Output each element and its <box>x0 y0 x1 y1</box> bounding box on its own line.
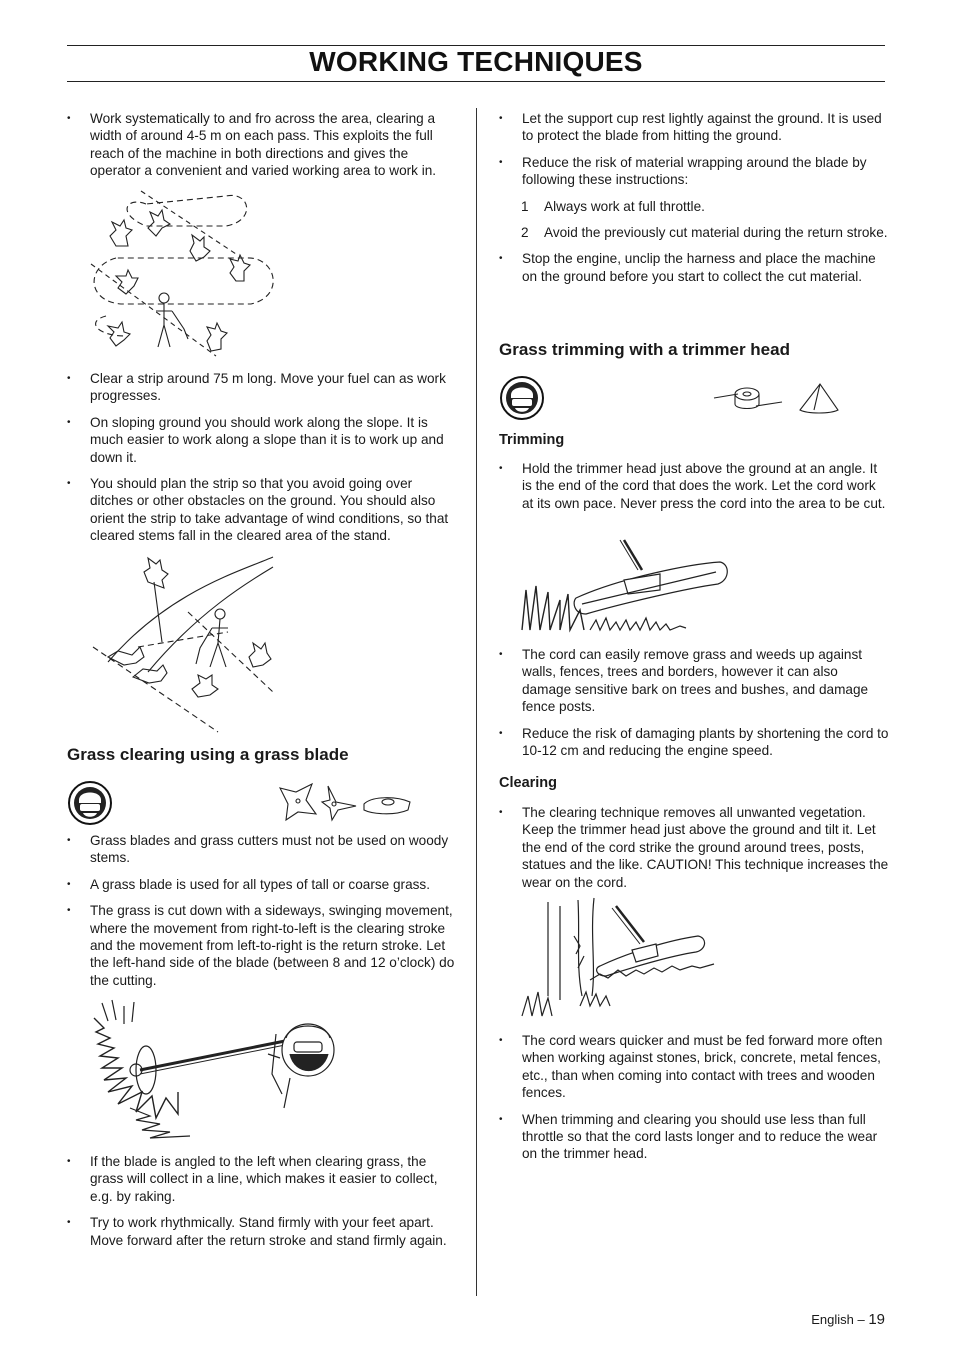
left-bullets-c <box>67 832 459 998</box>
grass-blade-swing-illustration <box>90 998 340 1143</box>
footer-dash: – <box>857 1312 865 1327</box>
header-bottom-rule <box>67 81 885 82</box>
item-text: Avoid the previously cut material during the return stroke. <box>544 225 888 241</box>
grass-blade-icon <box>276 780 412 822</box>
list-item: • You should plan the strip so that you avoid going over ditches or other obstacles on the ground. You should also orient the strip to take advantage of wind conditions, so that cleared stems fall in the cleared area of the stand. <box>67 475 459 545</box>
page-title: WORKING TECHNIQUES <box>309 46 643 77</box>
left-bullets-d <box>67 1153 459 1258</box>
numbered-item <box>499 224 889 241</box>
trimming-heading: Trimming <box>499 432 565 448</box>
right-bullets-a <box>499 110 889 294</box>
protective-equipment-icon <box>67 780 113 826</box>
left-bullets-b <box>67 370 459 554</box>
list-item: • Stop the engine, unclip the harness and place the machine on the ground before you start to collect the cut material. <box>499 250 889 285</box>
protective-equipment-icon <box>499 375 545 421</box>
list-item: • If the blade is angled to the left when clearing grass, the grass will collect in a line, which makes it easier to collect, e.g. by raking. <box>67 1153 459 1205</box>
trimming-bullets-b <box>499 646 889 768</box>
footer-language: English <box>811 1312 854 1327</box>
list-item: • Reduce the risk of material wrapping around the blade by following these instructions: <box>499 154 889 189</box>
list-item: • Try to work rhythmically. Stand firmly with your feet apart. Move forward after the return stroke and stand firmly again. <box>67 1214 459 1249</box>
item-number: 2 <box>521 225 529 241</box>
column-divider <box>476 108 477 1296</box>
list-item: • On sloping ground you should work along the slope. It is much easier to work along a slope than it is to work up and down it. <box>67 414 459 466</box>
list-item: • The cord wears quicker and must be fed forward more often when working against stones, brick, concrete, metal fences, etc., than when coming into contact with trees and wooden fences. <box>499 1032 889 1102</box>
clearing-bullets-b <box>499 1032 889 1172</box>
list-item: • The grass is cut down with a sideways, swinging movement, where the movement from right-to-left is the clearing stroke and the movement from left-to-right is the return stroke. Let the left-hand side of the blade (between 8 and 12 o’clock) do the cutting. <box>67 902 459 989</box>
item-text: Always work at full throttle. <box>544 198 705 214</box>
clearing-illustration <box>520 896 760 1020</box>
clearing-heading: Clearing <box>499 775 558 791</box>
list-item: • Grass blades and grass cutters must not be used on woody stems. <box>67 832 459 867</box>
list-item: • Clear a strip around 75 m long. Move your fuel can as work progresses. <box>67 370 459 405</box>
list-item: • The clearing technique removes all unwanted vegetation. Keep the trimmer head just above the ground and tilt it. Let the end of the cord strike the ground around trees, posts, statues and the like. CAUTION! This technique increases the wear on the cord. <box>499 804 889 891</box>
item-number: 1 <box>521 198 529 214</box>
trimmer-head-icon <box>712 380 842 418</box>
clearing-bullets <box>499 804 889 900</box>
list-item: • A grass blade is used for all types of tall or coarse grass. <box>67 876 459 893</box>
left-bullets-a <box>67 110 459 189</box>
grass-blade-section-heading: Grass clearing using a grass blade <box>67 745 349 764</box>
list-item: • Work systematically to and fro across the area, clearing a width of around 4-5 m on each pass. This exploits the full reach of the machine in both directions and gives the operator a convenient and varied working area to work in. <box>67 110 459 180</box>
trimming-illustration <box>520 538 760 636</box>
numbered-item <box>499 198 889 215</box>
systematic-clearing-illustration <box>86 186 278 358</box>
page-number: 19 <box>868 1311 885 1328</box>
trimming-bullets <box>499 460 889 521</box>
list-item: • Reduce the risk of damaging plants by shortening the cord to 10-12 cm and reducing the engine speed. <box>499 725 889 760</box>
list-item: • The cord can easily remove grass and weeds up against walls, fences, trees and borders, however it can also damage sensitive bark on trees and bushes, and damage fence posts. <box>499 646 889 716</box>
strip-clearing-illustration <box>88 552 278 737</box>
list-item: • Hold the trimmer head just above the ground at an angle. It is the end of the cord that does the work. Let the cord work at its own pace. Never press the cord into the area to be cut. <box>499 460 889 512</box>
page-footer <box>811 1311 885 1328</box>
trimmer-head-section-heading: Grass trimming with a trimmer head <box>499 340 790 359</box>
list-item: • Let the support cup rest lightly against the ground. It is used to protect the blade from hitting the ground. <box>499 110 889 145</box>
list-item: • When trimming and clearing you should use less than full throttle so that the cord lasts longer and to reduce the wear on the trimmer head. <box>499 1111 889 1163</box>
